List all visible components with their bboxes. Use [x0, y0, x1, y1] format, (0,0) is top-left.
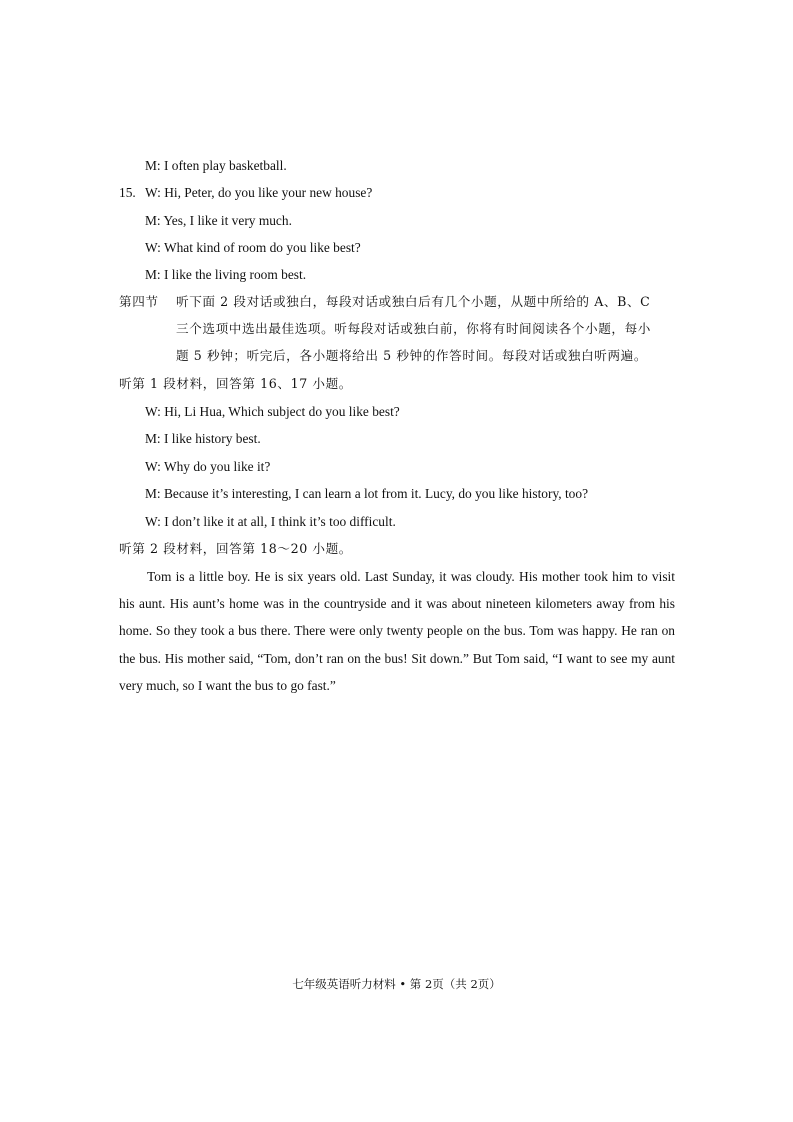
dialogue-line: M: Yes, I like it very much. [145, 213, 292, 228]
dialogue-line: W: Hi, Li Hua, Which subject do you like best? [145, 404, 400, 419]
dialogue-line: W: Hi, Peter, do you like your new house? [145, 185, 373, 200]
dialogue-line: M: I often play basketball. [145, 158, 287, 173]
section-instruction: 三个选项中选出最佳选项。听每段对话或独白前，你将有时间阅读各个小题，每小 [176, 321, 651, 336]
dialogue-line: M: I like the living room best. [145, 267, 307, 282]
material-heading: 听第 2 段材料，回答第 18～20 小题。 [119, 541, 352, 556]
dialogue-line: W: I don’t like it at all, I think it’s too difficult. [145, 514, 396, 529]
dialogue-line: M: I like history best. [145, 431, 261, 446]
passage [119, 563, 675, 699]
section-instruction: 听下面 2 段对话或独白，每段对话或独白后有几个小题，从题中所给的 A、B、C [176, 294, 651, 309]
question-15-number: 15. [119, 185, 136, 200]
dialogue-line: W: Why do you like it? [145, 459, 271, 474]
section-instruction: 题 5 秒钟；听完后，各小题将给出 5 秒钟的作答时间。每段对话或独白听两遍。 [176, 348, 648, 363]
dialogue-line: M: Because it’s interesting, I can learn a lot from it. Lucy, do you like history, too? [145, 486, 589, 501]
section-label: 第四节 [119, 294, 159, 309]
dialogue-line: W: What kind of room do you like best? [145, 240, 361, 255]
page-footer: 七年级英语听力材料 • 第 2页（共 2页） [292, 977, 501, 991]
material-heading: 听第 1 段材料，回答第 16、17 小题。 [119, 376, 352, 391]
passage-text: Tom is a little boy. He is six years old. Last Sunday, it was cloudy. His mother took him to visit his aunt. His aunt’s home was in the countryside and it was about nineteen kilometers away from his home. So they took a bus there. There were only twenty people on the bus. Tom was happy. He ran on the bus. His mother said, “Tom, don’t ran on the bus! Sit down.” But Tom said, “I want to see my aunt very much, so I want the bus to go fast.” [119, 569, 675, 693]
